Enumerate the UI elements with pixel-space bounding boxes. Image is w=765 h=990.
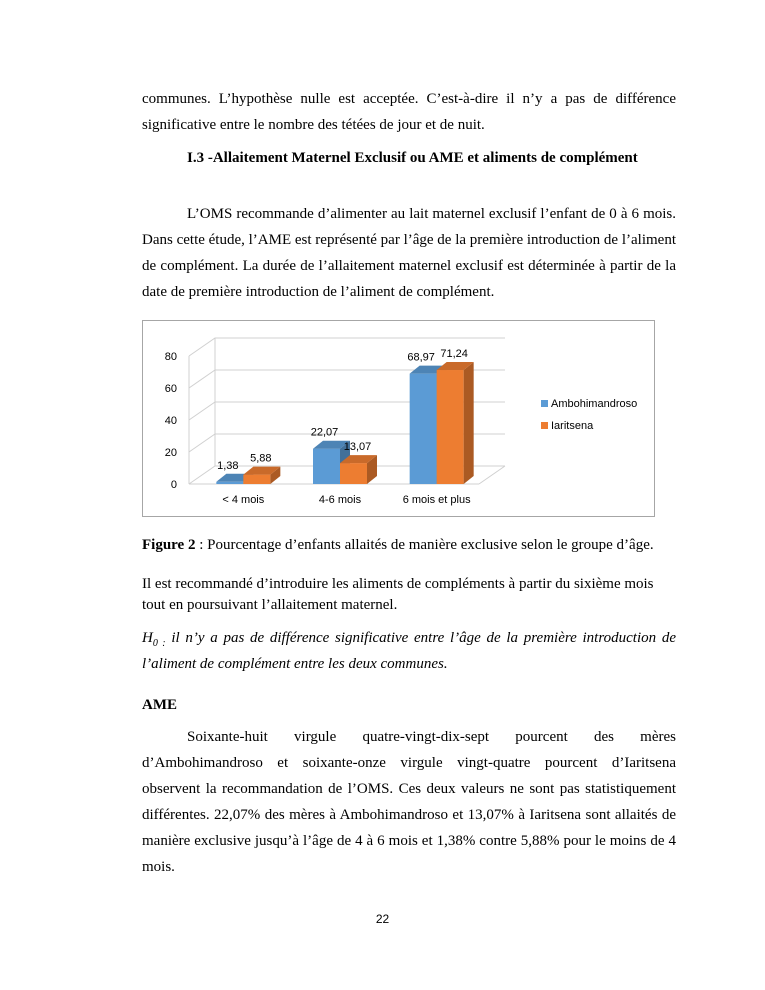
data-label: 1,38 bbox=[217, 459, 239, 472]
bar-iaritsena-front bbox=[340, 463, 367, 484]
figure-caption-text: : Pourcentage d’enfants allaités de manière exclusive selon le groupe d’âge. bbox=[195, 537, 654, 553]
para3-line-5: manière exclusive jusqu’à l’âge de 4 à 6 mois et 1,38% contre 5,88% pour le moins de 4 bbox=[142, 833, 676, 849]
data-label: 5,88 bbox=[250, 452, 272, 465]
hypothesis-line-2: l’aliment de complément entre les deux communes. bbox=[142, 656, 448, 672]
legend-label: Iaritsena bbox=[551, 420, 594, 432]
figure-label: Figure 2 bbox=[142, 537, 196, 553]
intro-line-2: significative entre le nombre des tétées de jour et de nuit. bbox=[142, 117, 485, 133]
para2-line-1: Il est recommandé d’introduire les aliments de compléments à partir du sixième mois bbox=[142, 576, 654, 592]
ame-heading: AME bbox=[142, 697, 177, 713]
para3-line-4: différentes. 22,07% des mères à Ambohimandroso et 13,07% à Iaritsena sont allaités de bbox=[142, 807, 676, 823]
y-tick-label: 60 bbox=[164, 383, 177, 395]
para1-line-2: Dans cette étude, l’AME est représenté par l’âge de la première introduction de l’aliment bbox=[142, 232, 676, 248]
bar-ambohimandroso-front bbox=[313, 449, 340, 484]
hypothesis-text-1: il n’y a pas de différence significative entre l’âge de la première introduction de bbox=[165, 630, 676, 646]
bar-ambohimandroso-front bbox=[410, 374, 437, 484]
para3-line-3: observent la recommandation de l’OMS. Ces deux valeurs ne sont pas statistiquement bbox=[142, 781, 676, 797]
legend-label: Ambohimandroso bbox=[551, 398, 638, 410]
para2-line-2: tout en poursuivant l’allaitement maternel. bbox=[142, 597, 398, 613]
bar-chart bbox=[142, 320, 655, 517]
x-tick-label: 6 mois et plus bbox=[402, 494, 471, 506]
section-heading: I.3 -Allaitement Maternel Exclusif ou AME et aliments de complément bbox=[187, 150, 638, 166]
page-number: 22 bbox=[375, 912, 390, 926]
y-tick-label: 0 bbox=[170, 479, 177, 491]
legend-swatch bbox=[541, 400, 548, 407]
legend-swatch bbox=[541, 422, 548, 429]
para1-line-4: date de première introduction de l’aliment de complément. bbox=[142, 284, 495, 300]
hypothesis-subscript: 0 : bbox=[152, 638, 166, 649]
para1-line-3: de complément. La durée de l’allaitement maternel exclusif est déterminée à partir de la bbox=[142, 258, 676, 274]
para3-line-2: d’Ambohimandroso et soixante-onze virgule vingt-quatre pourcent d’Iaritsena bbox=[142, 755, 676, 771]
intro-line-1: communes. L’hypothèse nulle est acceptée. C’est-à-dire il n’y a pas de différence bbox=[142, 91, 676, 107]
para3-line-6: mois. bbox=[142, 859, 175, 875]
para1-line-1: L’OMS recommande d’alimenter au lait maternel exclusif l’enfant de 0 à 6 mois. bbox=[187, 206, 676, 222]
data-label: 71,24 bbox=[440, 348, 468, 361]
hypothesis-h: H bbox=[142, 630, 153, 646]
x-tick-label: < 4 mois bbox=[222, 494, 265, 506]
bar-iaritsena-front bbox=[243, 475, 270, 484]
para3-line-1: Soixante-huit virgule quatre-vingt-dix-sept pourcent des mères bbox=[187, 729, 676, 745]
bar-ambohimandroso-front bbox=[216, 482, 243, 484]
bar-iaritsena-front bbox=[437, 370, 464, 484]
figure-caption bbox=[142, 537, 654, 554]
data-label: 22,07 bbox=[310, 426, 339, 439]
y-tick-label: 40 bbox=[164, 415, 177, 427]
data-label: 13,07 bbox=[343, 441, 372, 454]
floor-right-edge bbox=[479, 466, 505, 484]
y-tick-label: 20 bbox=[164, 447, 177, 459]
data-label: 68,97 bbox=[407, 351, 435, 364]
y-tick-label: 80 bbox=[164, 351, 177, 363]
x-tick-label: 4-6 mois bbox=[318, 494, 362, 506]
bar-iaritsena-side bbox=[464, 362, 474, 484]
chart-svg bbox=[143, 321, 654, 516]
